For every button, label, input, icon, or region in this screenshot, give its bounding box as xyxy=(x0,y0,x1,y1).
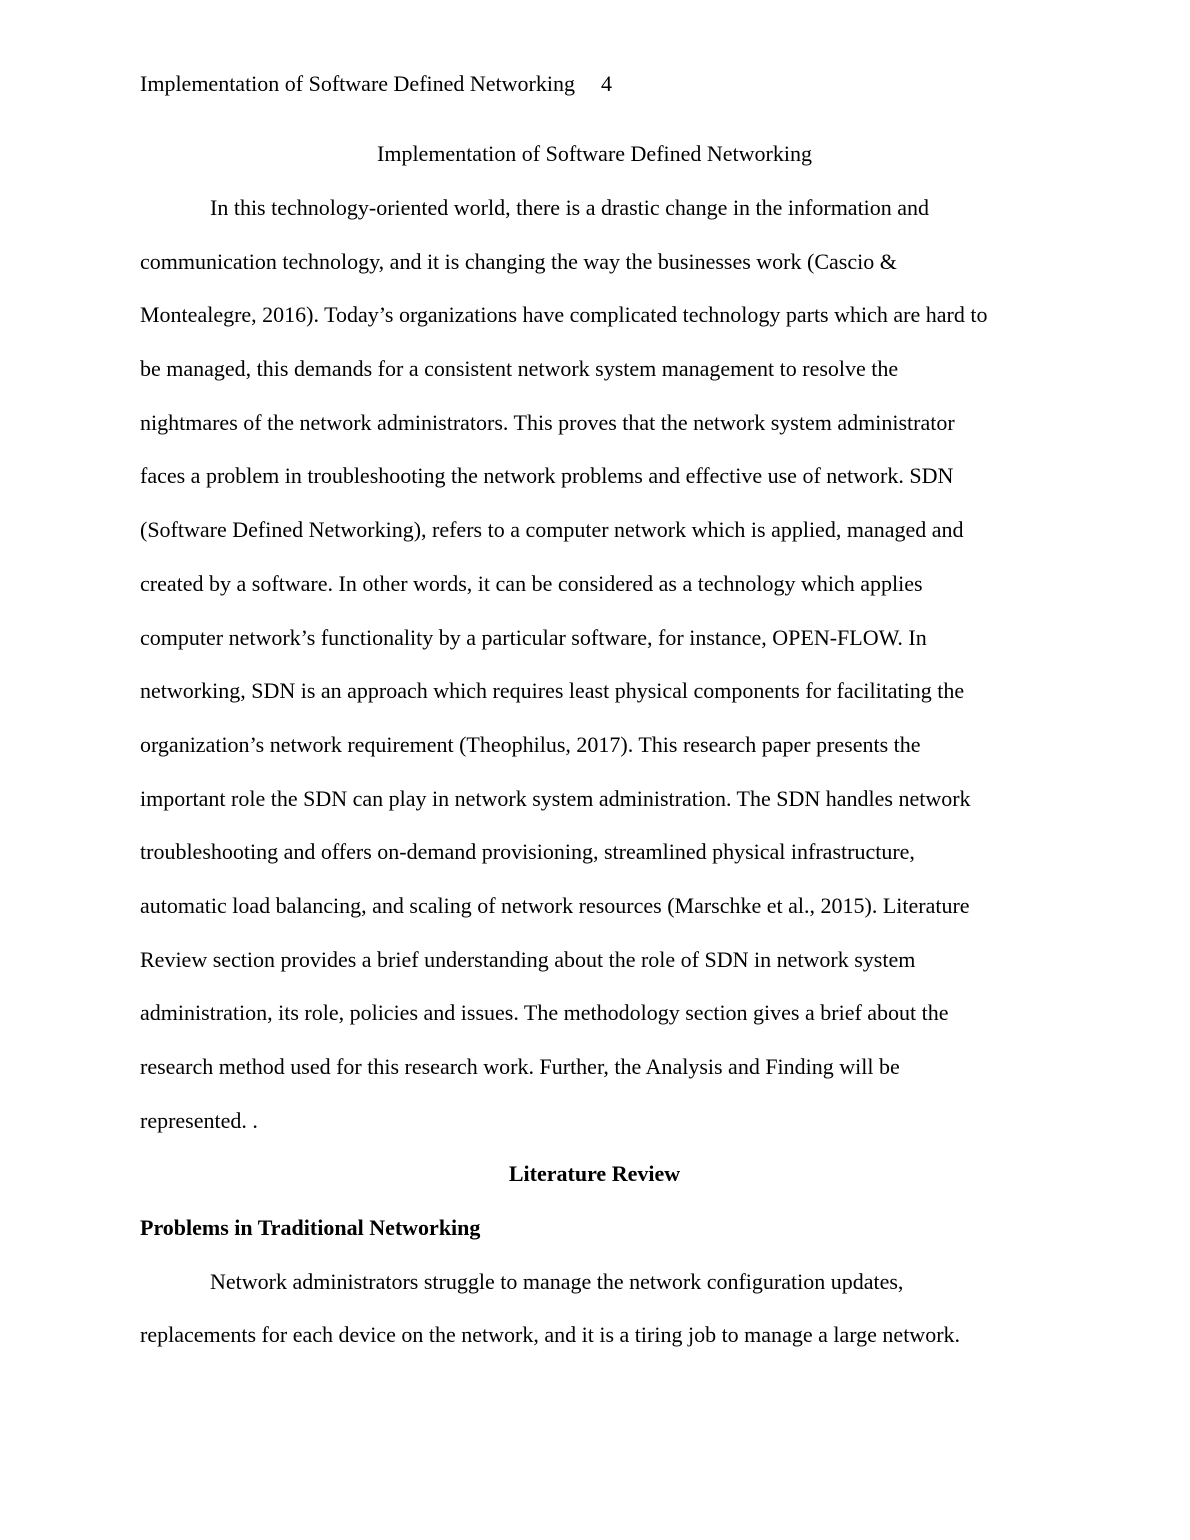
paragraph-line: replacements for each device on the network, and it is a tiring job to manage a large network. xyxy=(140,1322,961,1348)
paragraph-line: communication technology, and it is changing the way the businesses work (Cascio & xyxy=(140,248,897,274)
paragraph-line: be managed, this demands for a consistent network system management to resolve the xyxy=(140,356,899,382)
running-head xyxy=(140,70,612,98)
paragraph-line: networking, SDN is an approach which requires least physical components for facilitating the xyxy=(140,678,965,704)
paragraph-line: faces a problem in troubleshooting the network problems and effective use of network. SDN xyxy=(140,463,954,489)
paragraph-line: In this technology-oriented world, there is a drastic change in the information and xyxy=(210,195,930,220)
paragraph-line: Network administrators struggle to manage the network configuration updates, xyxy=(210,1268,904,1294)
paragraph-line: computer network’s functionality by a particular software, for instance, OPEN-FLOW. In xyxy=(140,624,927,650)
paragraph-line: important role the SDN can play in network system administration. The SDN handles network xyxy=(140,785,971,811)
document-body xyxy=(140,140,1045,1375)
subsection-paragraph xyxy=(140,1268,1045,1375)
paper-title: Implementation of Software Defined Networking xyxy=(377,141,812,166)
page-number: 4 xyxy=(600,71,612,96)
paragraph-line: nightmares of the network administrators. This proves that the network system administrator xyxy=(140,409,955,435)
paragraph-line: administration, its role, policies and issues. The methodology section gives a brief about the xyxy=(140,1000,949,1026)
paragraph-line: Montealegre, 2016). Today’s organizations have complicated technology parts which are hard to xyxy=(140,302,988,328)
paragraph-line: (Software Defined Networking), refers to a computer network which is applied, managed and xyxy=(140,517,964,543)
paragraph-line: troubleshooting and offers on-demand provisioning, streamlined physical infrastructure, xyxy=(140,839,915,865)
intro-paragraph xyxy=(140,194,1045,1160)
paragraph-line: organization’s network requirement (Theophilus, 2017). This research paper presents the xyxy=(140,731,921,757)
paragraph-line: Review section provides a brief understanding about the role of SDN in network system xyxy=(140,946,916,972)
paragraph-line: research method used for this research work. Further, the Analysis and Finding will be xyxy=(140,1054,900,1079)
section-heading: Literature Review xyxy=(508,1161,681,1187)
paragraph-line: represented. . xyxy=(140,1107,258,1133)
running-head-title: Implementation of Software Defined Networking xyxy=(140,71,575,96)
paragraph-line: created by a software. In other words, it can be considered as a technology which applies xyxy=(140,570,923,596)
subsection-heading: Problems in Traditional Networking xyxy=(140,1215,481,1241)
paragraph-line: automatic load balancing, and scaling of network resources (Marschke et al., 2015). Literature xyxy=(140,892,970,918)
